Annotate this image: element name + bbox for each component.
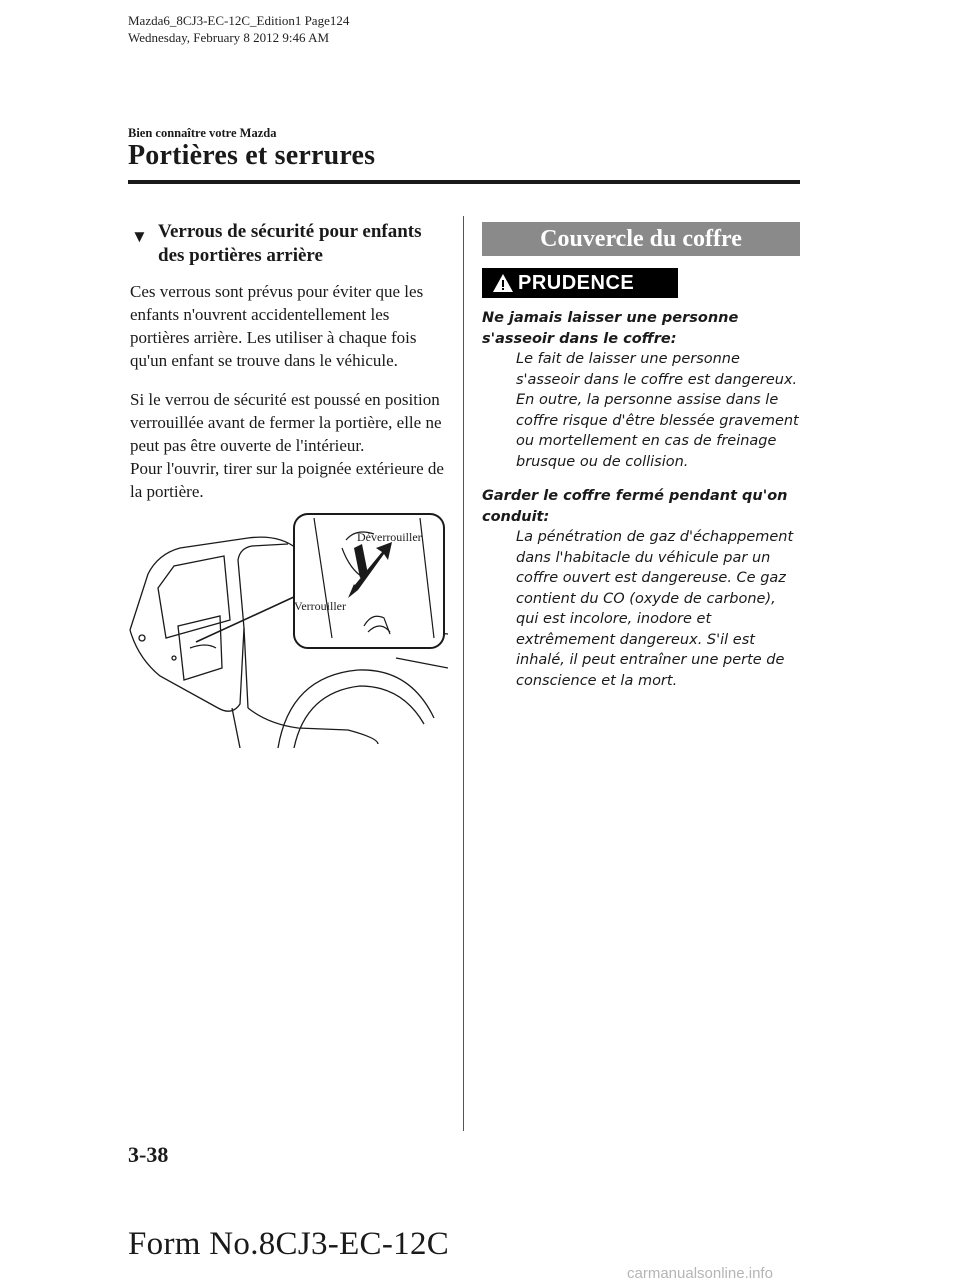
child-lock-heading-line1: Verrous de sécurité pour enfants [158, 221, 422, 242]
warning-block-2 [482, 486, 800, 691]
print-header-line2: Wednesday, February 8 2012 9:46 AM [128, 30, 330, 45]
watermark: carmanualsonline.info [627, 1265, 773, 1282]
print-header-line1: Mazda6_8CJ3-EC-12C_Edition1 Page124 [128, 13, 350, 28]
triangle-down-icon: ▼ [131, 227, 148, 246]
left-column [130, 220, 448, 503]
right-column [482, 222, 800, 705]
figure-label-unlock: Déverrouiller [357, 530, 422, 544]
child-lock-paragraph-2: Si le verrou de sécurité est poussé en position verrouillée avant de fermer la portière, elle ne peut pas être ouverte de l'intérieur. [130, 390, 442, 455]
warning-block-1 [482, 308, 800, 472]
page-title: Portières et serrures [128, 140, 376, 171]
title-rule [128, 180, 800, 184]
child-lock-heading-line2: des portières arrière [158, 245, 323, 266]
child-lock-paragraph-1: Ces verrous sont prévus pour éviter que les enfants n'ouvrent accidentellement les portières arrière. Les utiliser à chaque fois qu'un enfant se trouve dans le véhicule. [130, 282, 424, 370]
trunk-section-band: Couvercle du coffre [482, 222, 800, 256]
caution-label: PRUDENCE [518, 271, 635, 294]
child-lock-figure [128, 508, 448, 748]
print-header [128, 12, 349, 46]
child-lock-heading [130, 220, 448, 268]
figure-label-lock: Verrouiller [294, 599, 346, 613]
form-number: Form No.8CJ3-EC-12C [128, 1226, 450, 1262]
child-lock-paragraph-3: Pour l'ouvrir, tirer sur la poignée extérieure de la portière. [130, 459, 444, 501]
warning-2-body: La pénétration de gaz d'échappement dans l'habitacle du véhicule par un coffre ouvert est dangereuse. Ce gaz contient du CO (oxyde de carbone), qui est incolore, inodore et extrêmement dangereux. S'il est inhalé, il peut entraîner une perte de conscience et la mort. [516, 529, 794, 689]
warning-triangle-icon [492, 273, 514, 293]
page-number: 3-38 [128, 1142, 169, 1167]
section-label: Bien connaître votre Mazda [128, 126, 277, 140]
column-divider [463, 216, 464, 1131]
warning-1-body: Le fait de laisser une personne s'asseoir dans le coffre est dangereux. En outre, la personne assise dans le coffre risque d'être blessée gravement ou mortellement en cas de freinage brusque ou de collision. [516, 351, 799, 470]
warning-1-title: Ne jamais laisser une personne s'asseoir dans le coffre: [482, 310, 739, 347]
warning-2-title: Garder le coffre fermé pendant qu'on conduit: [482, 488, 788, 525]
caution-bar [482, 268, 678, 298]
